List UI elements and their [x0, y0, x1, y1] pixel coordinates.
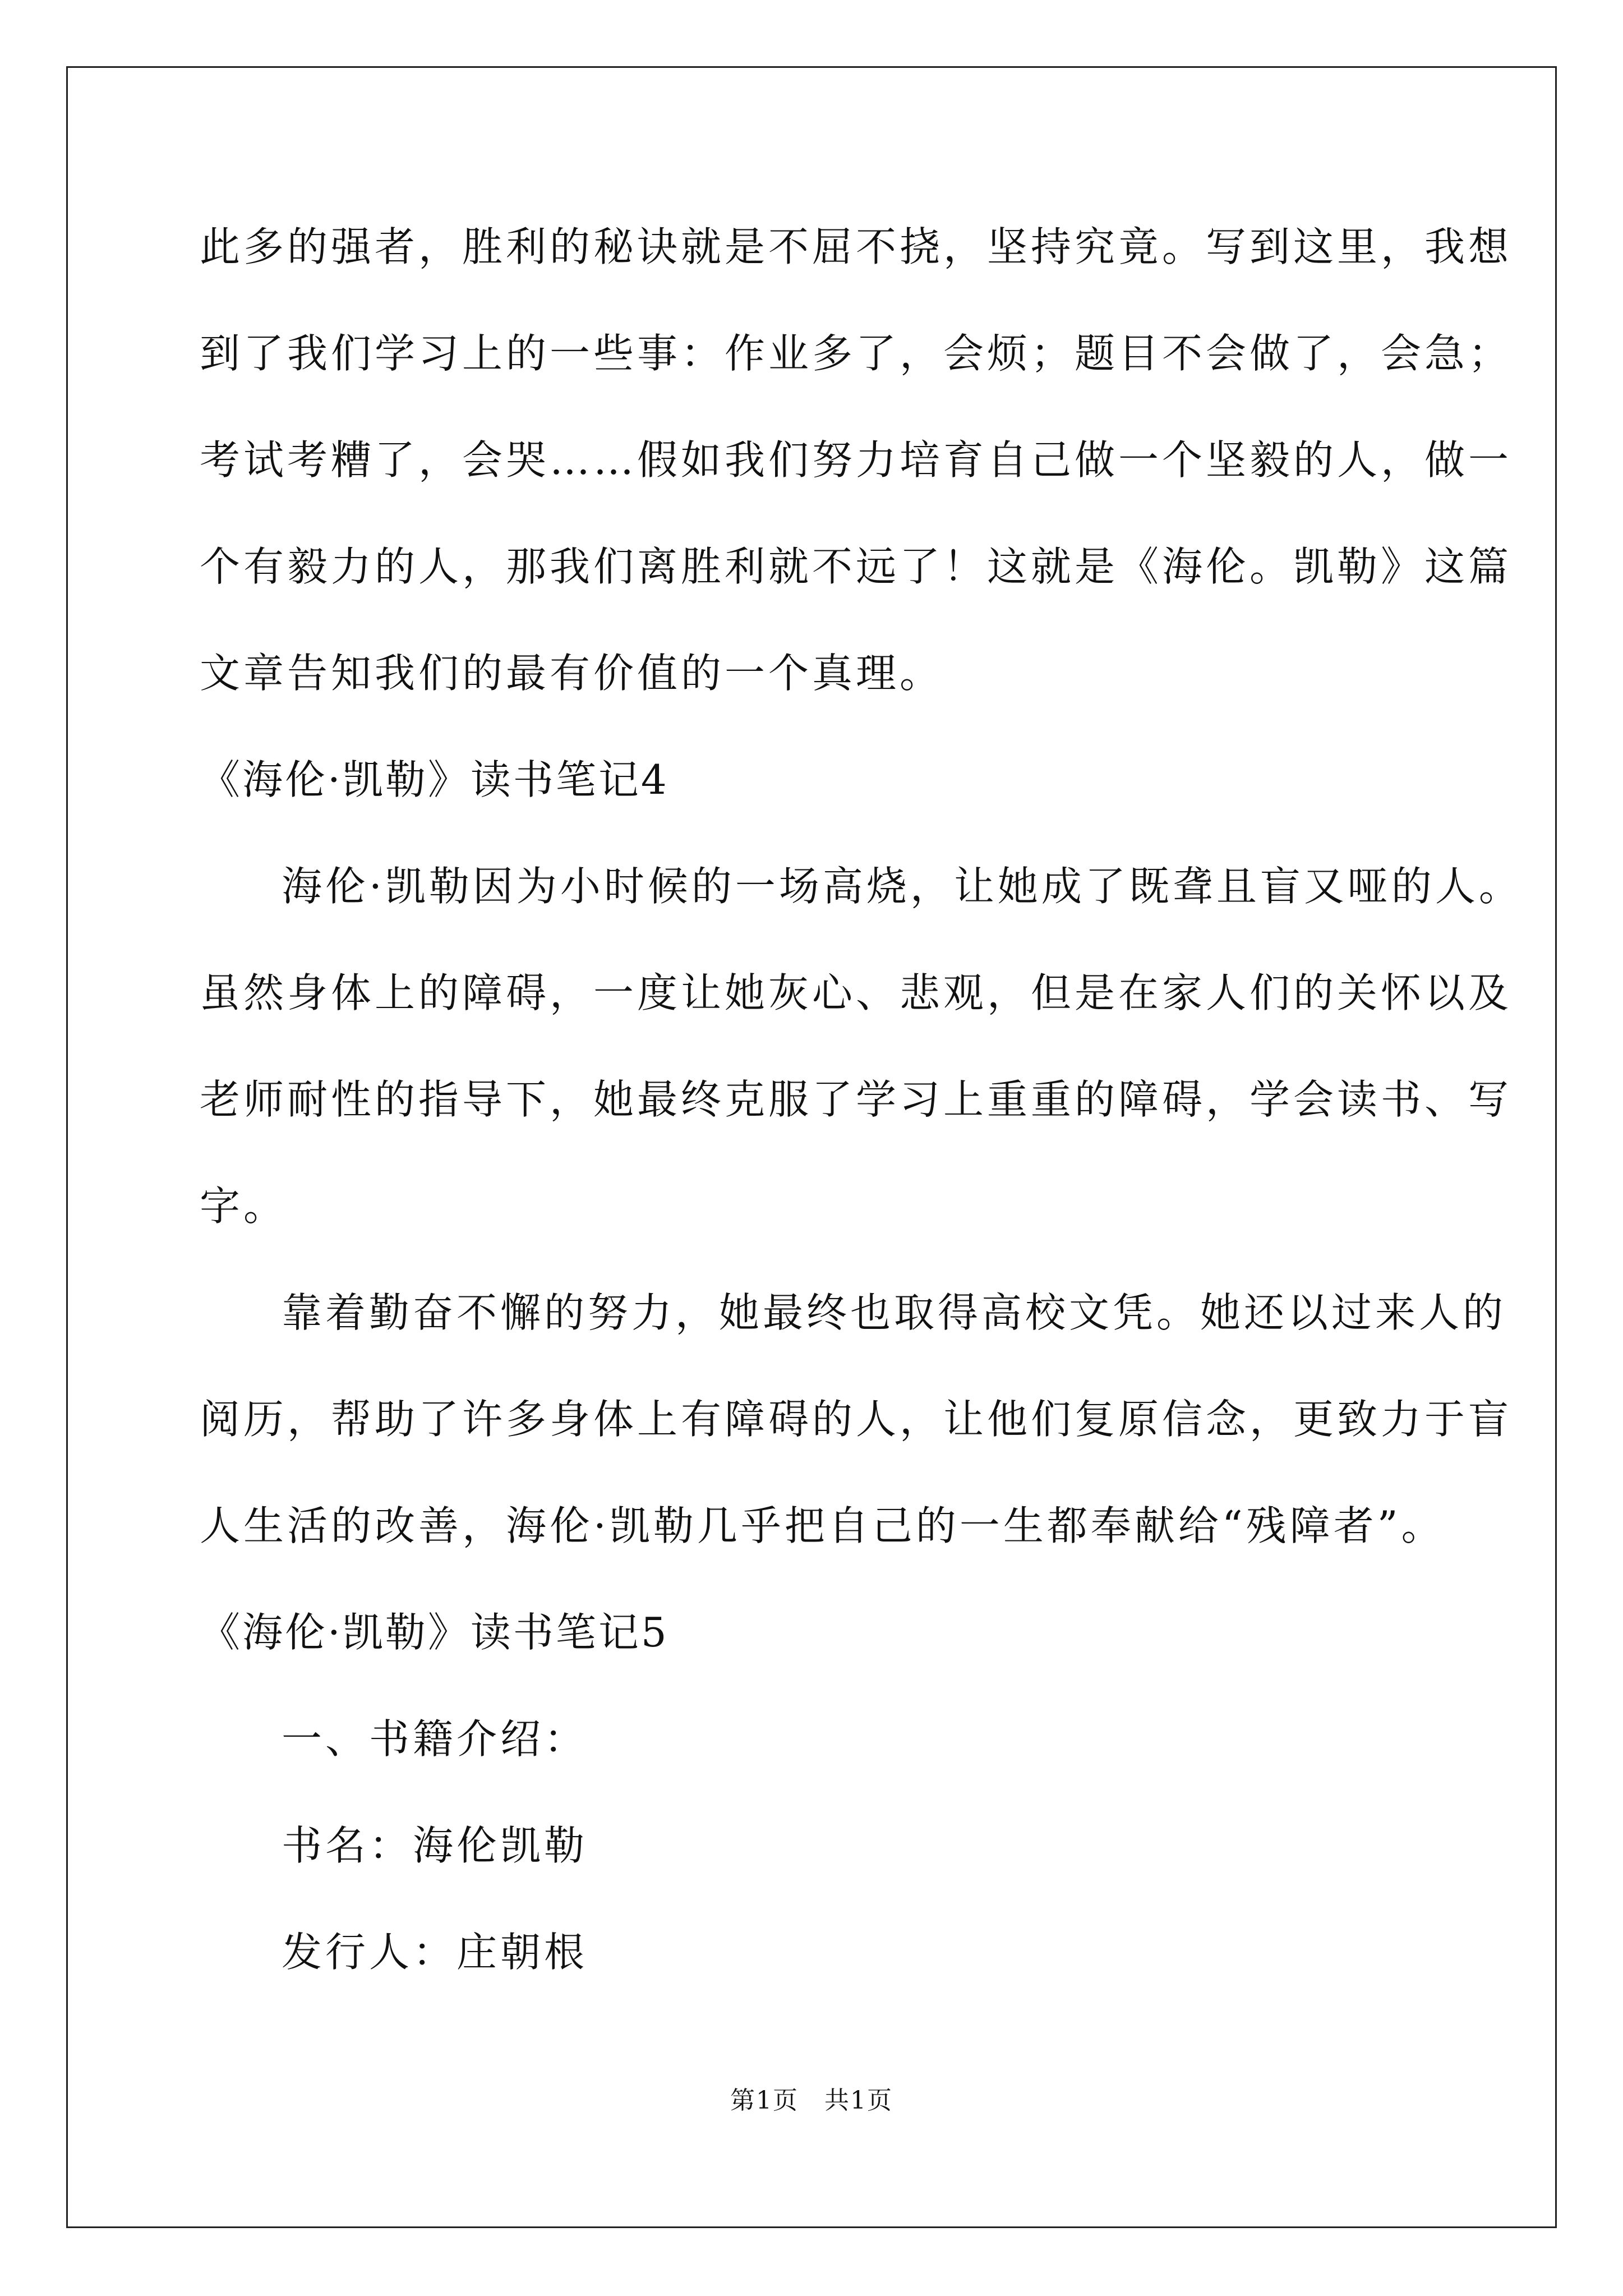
paragraph-line: 此多的强者，胜利的秘诀就是不屈不挠，坚持究竟。写到这里，我想 [200, 223, 1513, 270]
paragraph-line: 靠着勤奋不懈的努力，她最终也取得高校文凭。她还以过来人的 [282, 1289, 1507, 1336]
paragraph-line: 到了我们学习上的一些事：作业多了，会烦；题目不会做了，会急； [200, 330, 1513, 377]
section-heading: 《海伦·凯勒》读书笔记4 [200, 756, 669, 803]
paragraph-line: 人生活的改善，海伦·凯勒几乎把自己的一生都奉献给“残障者”。 [200, 1502, 1445, 1549]
paragraph-line: 海伦·凯勒因为小时候的一场高烧，让她成了既聋且盲又哑的人。 [282, 863, 1523, 910]
page-footer: 第1页 共1页 [730, 2086, 893, 2115]
paragraph-line: 个有毅力的人，那我们离胜利就不远了！这就是《海伦。凯勒》这篇 [200, 543, 1513, 590]
book-title-line: 书名：海伦凯勒 [282, 1822, 588, 1869]
paragraph-line: 虽然身体上的障碍，一度让她灰心、悲观，但是在家人们的关怀以及 [200, 969, 1513, 1016]
document-body [200, 216, 1523, 2028]
paragraph-line: 文章告知我们的最有价值的一个真理。 [200, 650, 944, 697]
paragraph-line: 字。 [200, 1182, 288, 1230]
paragraph-line: 老师耐性的指导下，她最终克服了学习上重重的障碍，学会读书、写 [200, 1076, 1513, 1123]
list-heading: 一、书籍介绍： [282, 1715, 588, 1763]
section-heading: 《海伦·凯勒》读书笔记5 [200, 1609, 669, 1656]
paragraph-line: 阅历，帮助了许多身体上有障碍的人，让他们复原信念，更致力于盲 [200, 1396, 1513, 1443]
publisher-line: 发行人：庄朝根 [282, 1929, 588, 1976]
paragraph-line: 考试考糟了，会哭……假如我们努力培育自己做一个坚毅的人，做一 [200, 436, 1513, 484]
